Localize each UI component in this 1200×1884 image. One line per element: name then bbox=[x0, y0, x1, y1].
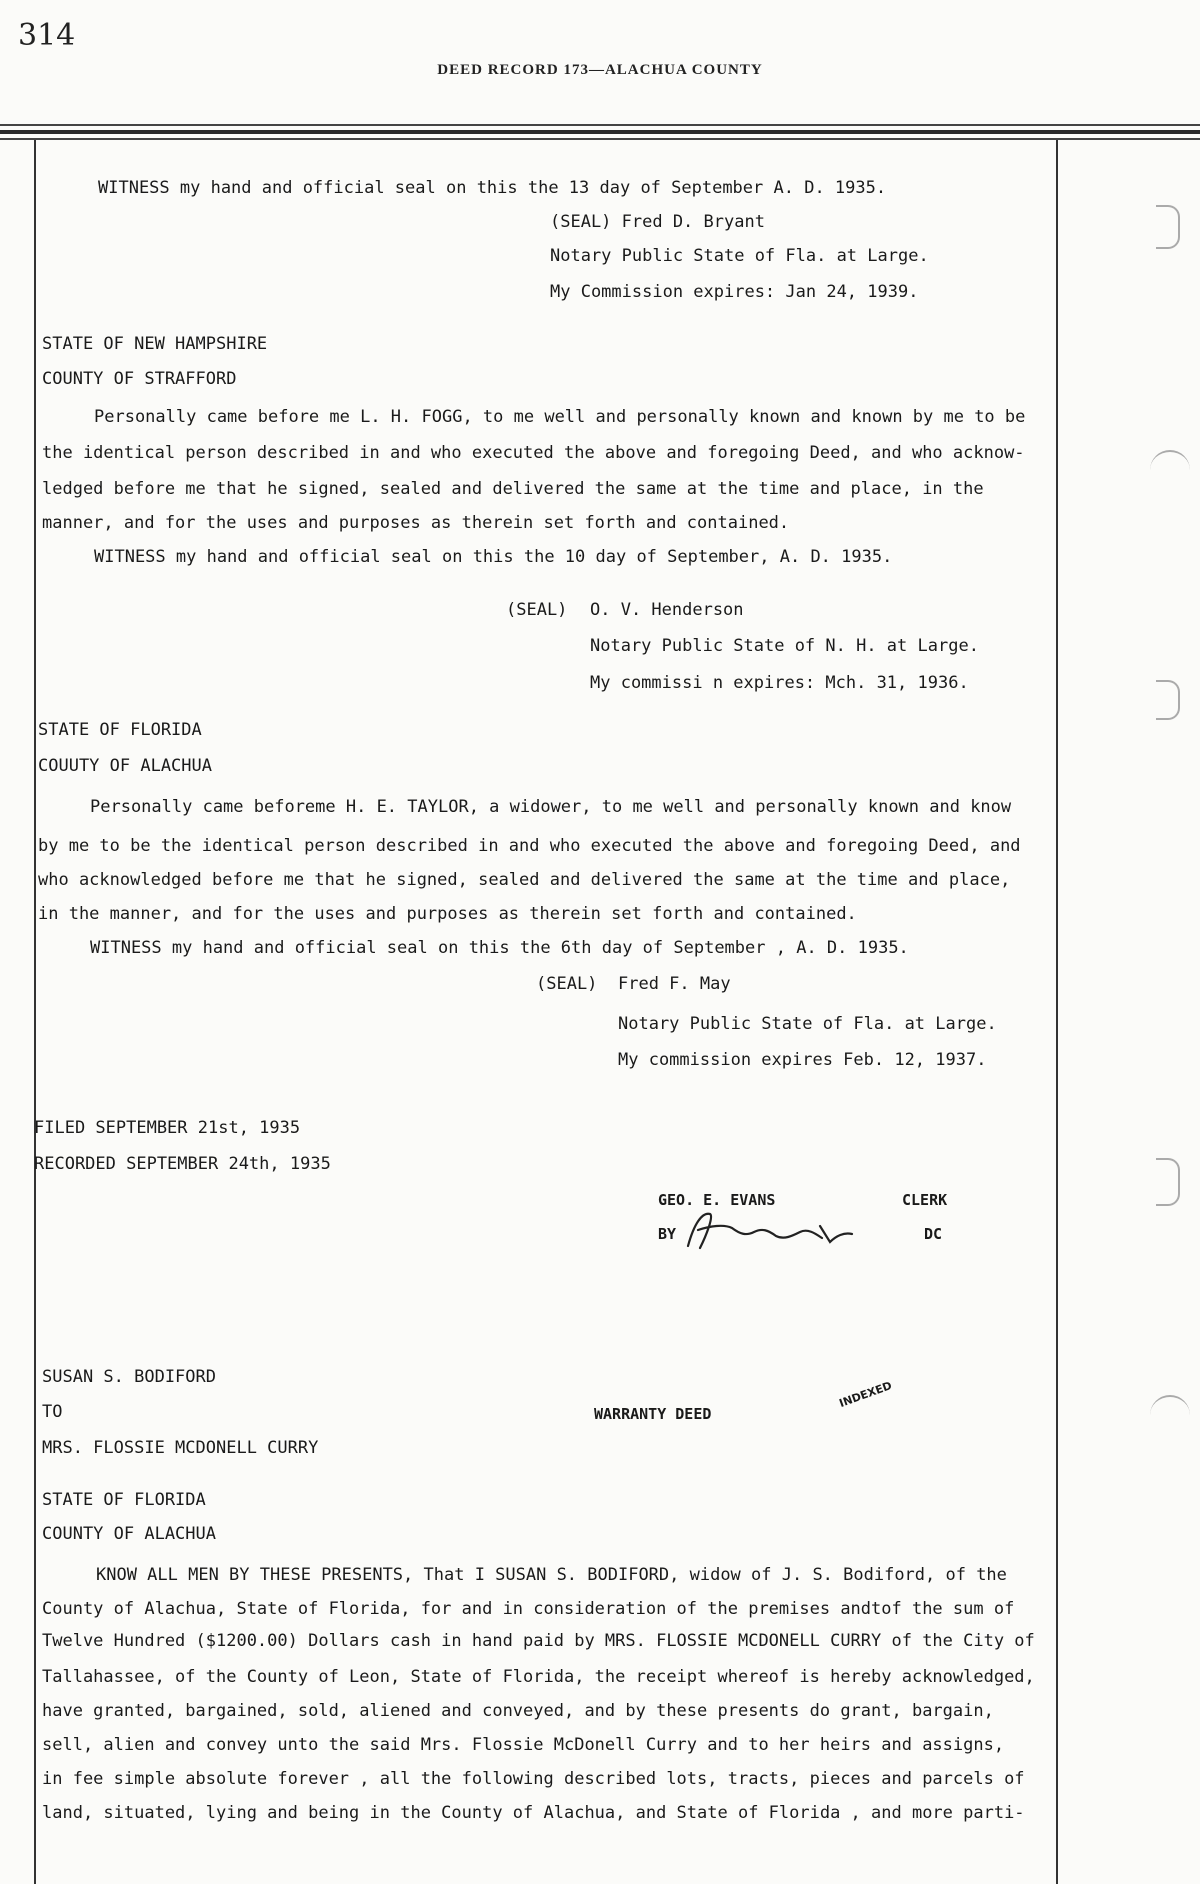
text-line: land, situated, lying and being in the County of Alachua, and State of Florida , and more parti- bbox=[42, 1803, 1025, 1823]
text-line: Notary Public State of Fla. at Large. bbox=[550, 246, 929, 266]
text-line: O. V. Henderson bbox=[590, 600, 744, 620]
header-rule-bottom bbox=[0, 138, 1200, 140]
running-head: DEED RECORD 173—ALACHUA COUNTY bbox=[437, 62, 763, 78]
text-line: Personally came beforeme H. E. TAYLOR, a widower, to me well and personally known and know bbox=[90, 797, 1012, 817]
binder-arc-mark bbox=[1150, 1395, 1190, 1417]
text-line: STATE OF FLORIDA bbox=[42, 1490, 206, 1510]
seal-label: (SEAL) bbox=[536, 974, 598, 994]
page-number: 314 bbox=[18, 18, 76, 53]
clerk-name: GEO. E. EVANS bbox=[658, 1191, 776, 1209]
text-line: WITNESS my hand and official seal on this the 13 day of September A. D. 1935. bbox=[98, 178, 887, 198]
recorded-date: RECORDED SEPTEMBER 24th, 1935 bbox=[34, 1154, 331, 1174]
left-margin-line bbox=[34, 140, 36, 1884]
document-type: WARRANTY DEED bbox=[594, 1405, 712, 1423]
text-line: My Commission expires: Jan 24, 1939. bbox=[550, 282, 919, 302]
text-line: COUUTY OF ALACHUA bbox=[38, 756, 212, 776]
text-line: in fee simple absolute forever , all the following described lots, tracts, pieces and parcels of bbox=[42, 1769, 1025, 1789]
text-line: WITNESS my hand and official seal on this the 10 day of September, A. D. 1935. bbox=[94, 547, 893, 567]
filed-date: FILED SEPTEMBER 21st, 1935 bbox=[34, 1118, 301, 1138]
text-line: My commissi n expires: Mch. 31, 1936. bbox=[590, 673, 969, 693]
right-margin-line bbox=[1056, 140, 1058, 1884]
text-line: My commission expires Feb. 12, 1937. bbox=[618, 1050, 987, 1070]
text-line: Twelve Hundred ($1200.00) Dollars cash in hand paid by MRS. FLOSSIE MCDONELL CURRY of the City of bbox=[42, 1631, 1035, 1651]
text-line: Tallahassee, of the County of Leon, State of Florida, the receipt whereof is hereby acknowledged, bbox=[42, 1667, 1035, 1687]
to-label: TO bbox=[42, 1402, 63, 1422]
text-line: in the manner, and for the uses and purposes as therein set forth and contained. bbox=[38, 904, 857, 924]
text-line: COUNTY OF ALACHUA bbox=[42, 1524, 216, 1544]
binder-hole-mark bbox=[1156, 680, 1180, 720]
clerk-title: CLERK bbox=[902, 1191, 948, 1209]
text-line: Personally came before me L. H. FOGG, to me well and personally known and known by me to be bbox=[94, 407, 1026, 427]
binder-arc-mark bbox=[1150, 450, 1190, 472]
text-line: Notary Public State of Fla. at Large. bbox=[618, 1014, 997, 1034]
binder-hole-mark bbox=[1156, 1158, 1180, 1206]
by-label: BY bbox=[658, 1225, 677, 1243]
text-line: Notary Public State of N. H. at Large. bbox=[590, 636, 979, 656]
indexed-stamp: INDEXED bbox=[837, 1378, 894, 1411]
text-line: ledged before me that he signed, sealed and delivered the same at the time and place, in the bbox=[42, 479, 984, 499]
header-rule-top bbox=[0, 124, 1200, 126]
header-rule-thick bbox=[0, 130, 1200, 134]
text-line: sell, alien and convey unto the said Mrs. Flossie McDonell Curry and to her heirs and assigns, bbox=[42, 1735, 1005, 1755]
binder-hole-mark bbox=[1156, 205, 1180, 249]
text-line: by me to be the identical person described in and who executed the above and foregoing Deed, and bbox=[38, 836, 1021, 856]
text-line: KNOW ALL MEN BY THESE PRESENTS, That I SUSAN S. BODIFORD, widow of J. S. Bodiford, of the bbox=[96, 1565, 1007, 1585]
text-line: County of Alachua, State of Florida, for and in consideration of the premises andtof the sum of bbox=[42, 1599, 1015, 1619]
text-line: manner, and for the uses and purposes as therein set forth and contained. bbox=[42, 513, 790, 533]
text-line: have granted, bargained, sold, aliened and conveyed, and by these presents do grant, bargain, bbox=[42, 1701, 994, 1721]
text-line: STATE OF NEW HAMPSHIRE bbox=[42, 334, 268, 354]
text-line: the identical person described in and who executed the above and foregoing Deed, and who acknow- bbox=[42, 443, 1025, 463]
text-line: who acknowledged before me that he signed, sealed and delivered the same at the time and place, bbox=[38, 870, 1011, 890]
grantee-name: MRS. FLOSSIE MCDONELL CURRY bbox=[42, 1438, 319, 1458]
text-line: COUNTY OF STRAFFORD bbox=[42, 369, 237, 389]
text-line: Fred F. May bbox=[618, 974, 731, 994]
text-line: STATE OF FLORIDA bbox=[38, 720, 202, 740]
seal-label: (SEAL) bbox=[506, 600, 568, 620]
text-line: (SEAL) Fred D. Bryant bbox=[550, 212, 765, 232]
deputy-clerk-title: DC bbox=[924, 1225, 943, 1243]
text-line: WITNESS my hand and official seal on this the 6th day of September , A. D. 1935. bbox=[90, 938, 909, 958]
grantor-name: SUSAN S. BODIFORD bbox=[42, 1367, 216, 1387]
deputy-clerk-signature bbox=[680, 1206, 860, 1256]
